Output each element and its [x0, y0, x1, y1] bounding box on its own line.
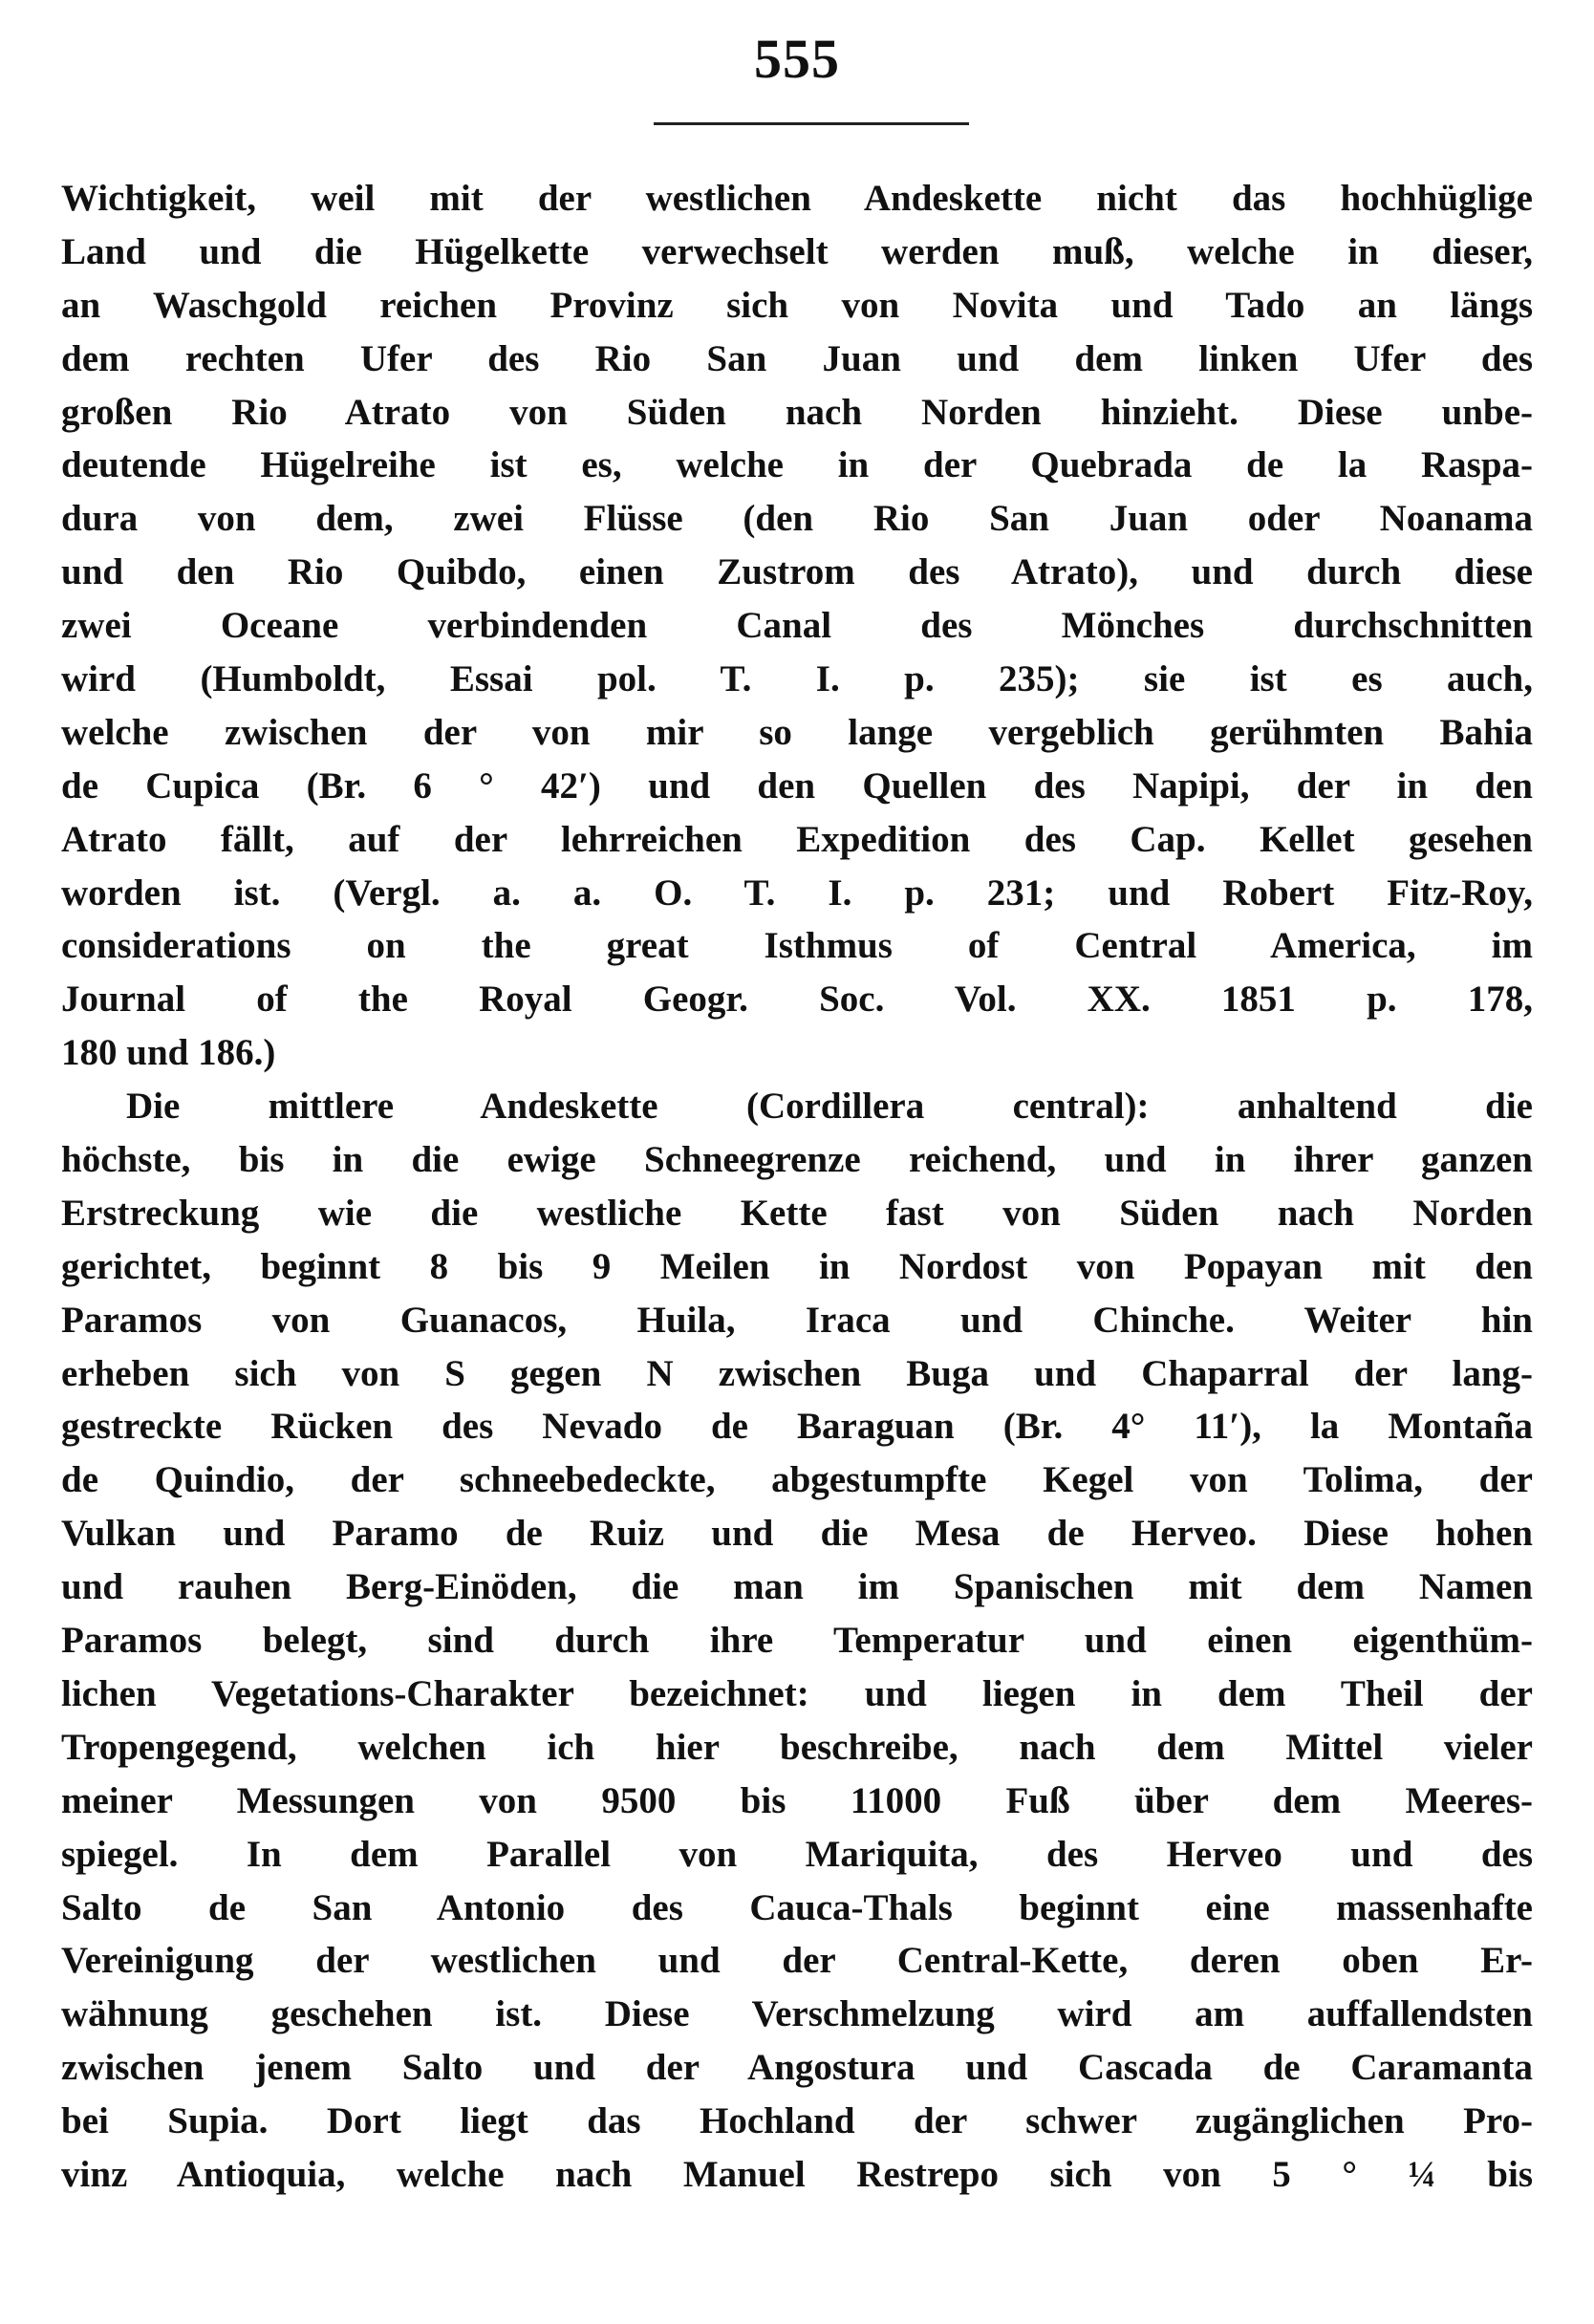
text-line: worden ist. (Vergl. a. a. O. T. I. p. 231; und Robert Fitz-Roy,	[61, 872, 1533, 914]
text-line: und den Rio Quibdo, einen Zustrom des Atrato), und durch diese	[61, 551, 1533, 593]
text-line: wähnung geschehen ist. Diese Verschmelzung wird am auffallendsten	[61, 1993, 1533, 2035]
text-line: Salto de San Antonio des Cauca-Thals beginnt eine massenhafte	[61, 1886, 1533, 1928]
page-number: 555	[754, 28, 840, 90]
text-line: großen Rio Atrato von Süden nach Norden hinzieht. Diese unbe-	[61, 391, 1533, 433]
text-line: Journal of the Royal Geogr. Soc. Vol. XX. 1851 p. 178,	[61, 979, 1533, 1021]
text-line: und rauhen Berg-Einöden, die man im Spanischen mit dem Namen	[61, 1566, 1533, 1608]
text-line: höchste, bis in die ewige Schneegrenze reichend, und in ihrer ganzen	[61, 1139, 1533, 1181]
text-line: de Cupica (Br. 6 ° 42′) und den Quellen des Napipi, der in den	[61, 764, 1533, 807]
text-line: dura von dem, zwei Flüsse (den Rio San Juan oder Noanama	[61, 498, 1533, 540]
text-line: Die mittlere Andeskette (Cordillera central): anhaltend die	[126, 1086, 1533, 1128]
text-line: gerichtet, beginnt 8 bis 9 Meilen in Nordost von Popayan mit den	[61, 1245, 1533, 1287]
text-line: zwei Oceane verbindenden Canal des Mönches durchschnitten	[61, 605, 1533, 647]
text-line: gestreckte Rücken des Nevado de Baraguan (Br. 4° 11′), la Montaña	[61, 1406, 1533, 1448]
text-line: erheben sich von S gegen N zwischen Buga und Chaparral der lang-	[61, 1352, 1533, 1394]
text-line: considerations on the great Isthmus of Central America, im	[61, 925, 1533, 967]
text-line: wird (Humboldt, Essai pol. T. I. p. 235); sie ist es auch,	[61, 658, 1533, 700]
text-line: Land und die Hügelkette verwechselt werden muß, welche in dieser,	[61, 230, 1533, 272]
text-line: bei Supia. Dort liegt das Hochland der schwer zugänglichen Pro-	[61, 2100, 1533, 2142]
text-line: an Waschgold reichen Provinz sich von Novita und Tado an längs	[61, 284, 1533, 326]
text-line: 180 und 186.)	[61, 1032, 276, 1074]
text-line: de Quindio, der schneebedeckte, abgestumpfte Kegel von Tolima, der	[61, 1459, 1533, 1501]
text-line: Paramos belegt, sind durch ihre Temperatur und einen eigenthüm-	[61, 1620, 1533, 1662]
text-line: Erstreckung wie die westliche Kette fast von Süden nach Norden	[61, 1192, 1533, 1234]
header-rule	[654, 122, 969, 125]
text-line: dem rechten Ufer des Rio San Juan und dem linken Ufer des	[61, 337, 1533, 379]
text-line: Tropengegend, welchen ich hier beschreibe, nach dem Mittel vieler	[61, 1726, 1533, 1768]
text-line: zwischen jenem Salto und der Angostura und Cascada de Caramanta	[61, 2047, 1533, 2089]
text-line: Vereinigung der westlichen und der Central-Kette, deren oben Er-	[61, 1940, 1533, 1982]
text-line: vinz Antioquia, welche nach Manuel Restrepo sich von 5 ° ¼ bis	[61, 2153, 1533, 2195]
text-line: Wichtigkeit, weil mit der westlichen Andeskette nicht das hochhüglige	[61, 178, 1533, 219]
text-line: Atrato fällt, auf der lehrreichen Expedition des Cap. Kellet gesehen	[61, 818, 1533, 860]
text-line: welche zwischen der von mir so lange vergeblich gerühmten Bahia	[61, 711, 1533, 753]
text-line: meiner Messungen von 9500 bis 11000 Fuß über dem Meeres-	[61, 1779, 1533, 1821]
text-line: deutende Hügelreihe ist es, welche in der Quebrada de la Raspa-	[61, 444, 1533, 486]
text-line: spiegel. In dem Parallel von Mariquita, des Herveo und des	[61, 1833, 1533, 1875]
text-line: Vulkan und Paramo de Ruiz und die Mesa de Herveo. Diese hohen	[61, 1513, 1533, 1555]
text-line: lichen Vegetations-Charakter bezeichnet: und liegen in dem Theil der	[61, 1672, 1533, 1714]
body-text	[61, 172, 1533, 2202]
text-line: Paramos von Guanacos, Huila, Iraca und Chinche. Weiter hin	[61, 1299, 1533, 1341]
